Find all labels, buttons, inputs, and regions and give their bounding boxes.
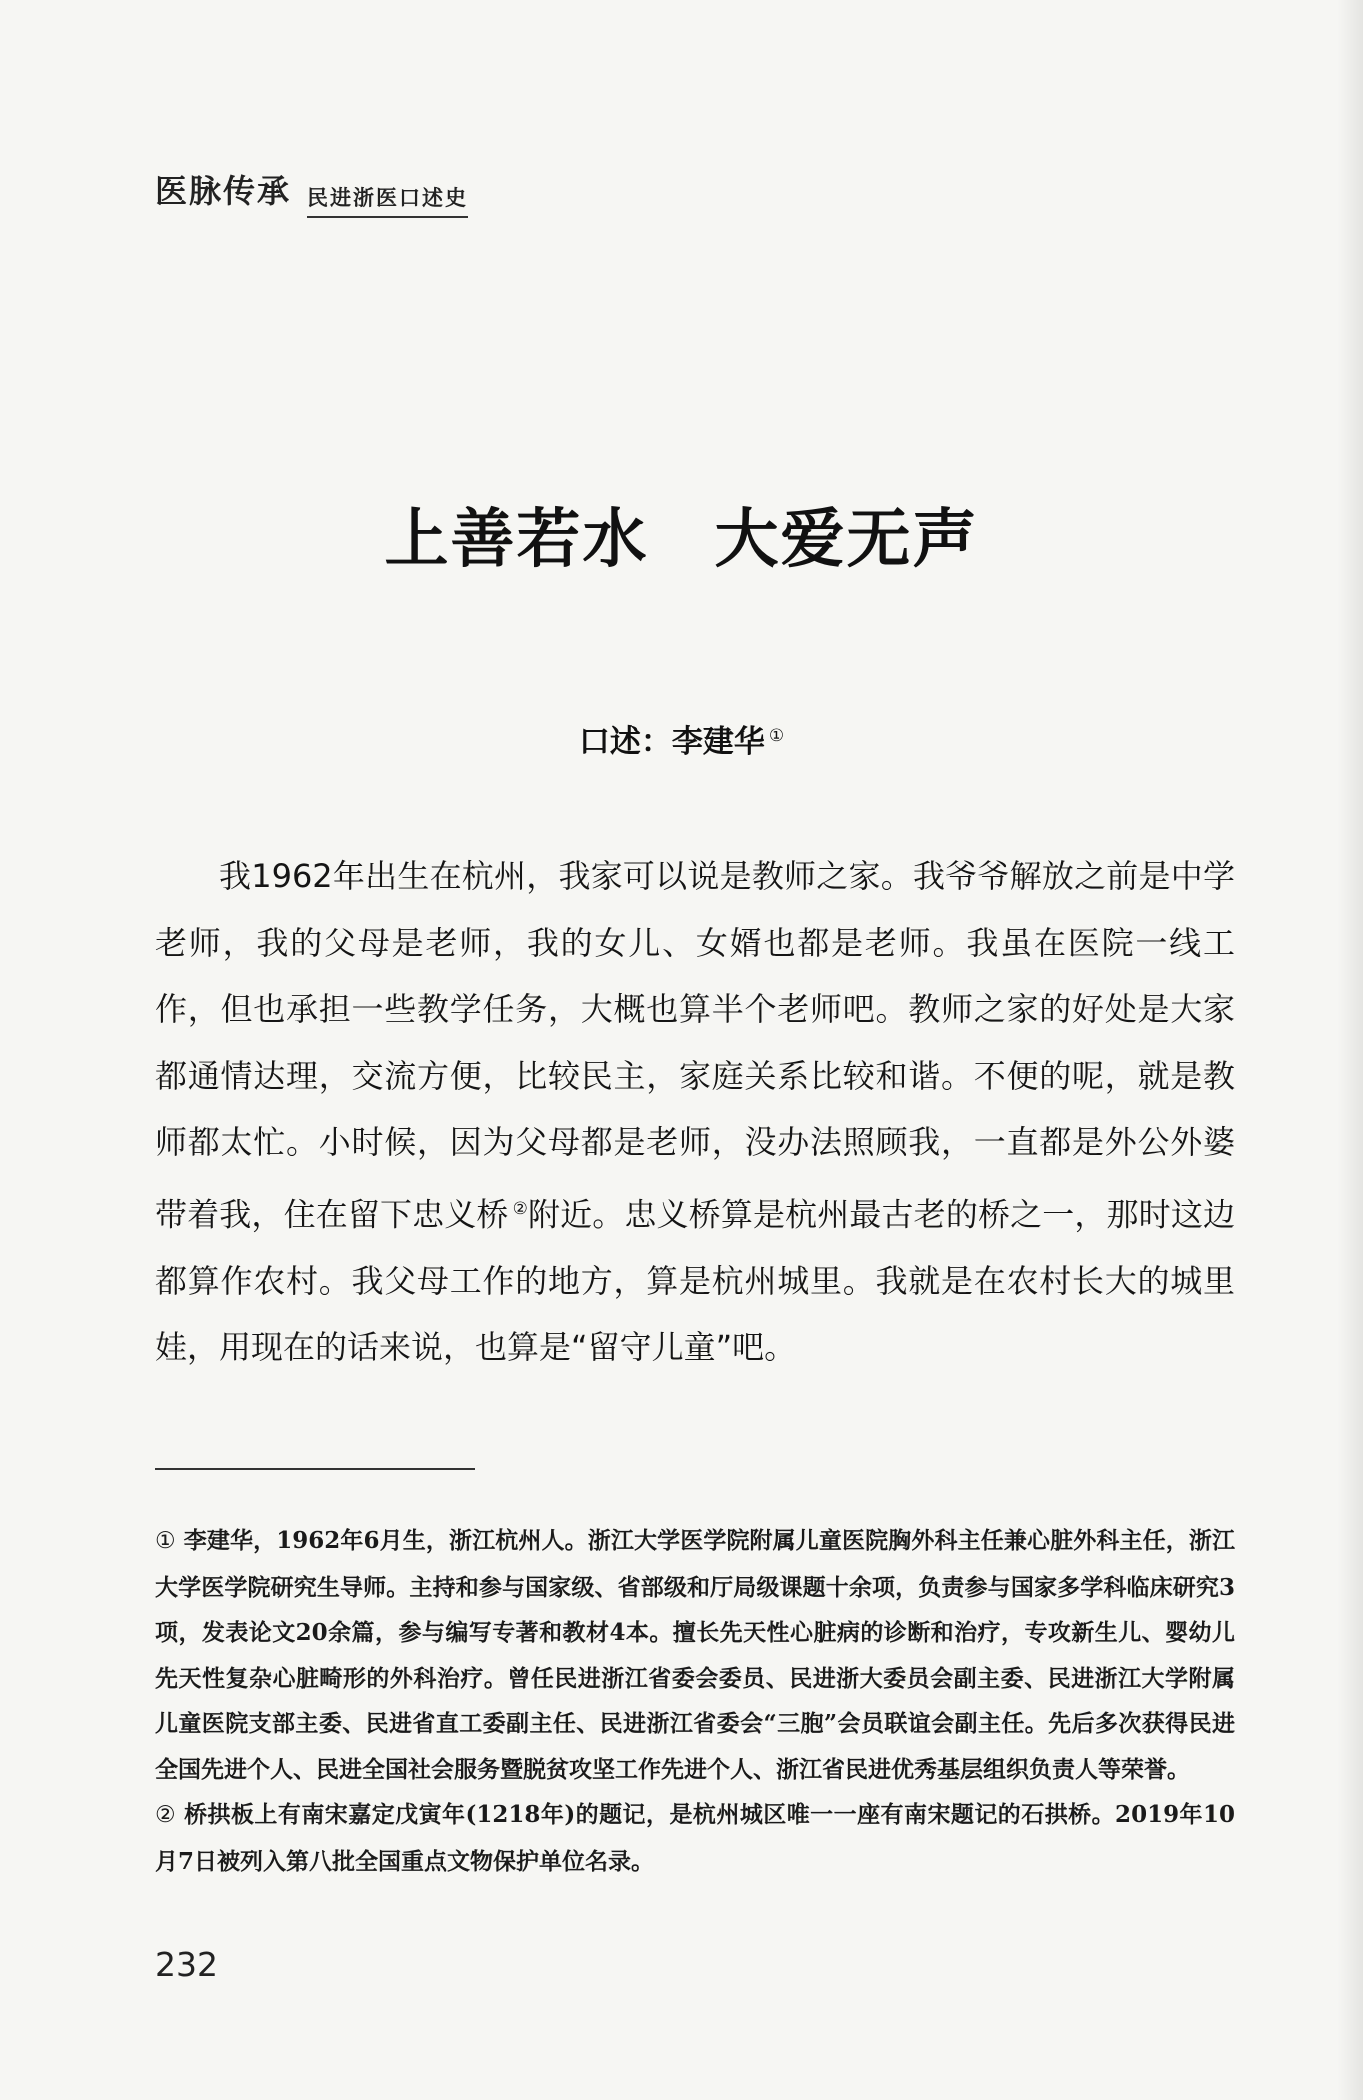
footnote-1-text: 李建华，1962年6月生，浙江杭州人。浙江大学医学院附属儿童医院胸外科主任兼心脏外科主任，浙江大学医学院研究生导师。主持和参与国家级、省部级和厅局级课题十余项，负责参与国家多学科临床研究3项，发表论文20余篇，参与编写专著和教材4本。擅长先天性心脏病的诊断和治疗，专攻新生儿、婴幼儿先天性复杂心脏畸形的外科治疗。曾任民进浙江省委会委员、民进浙大委员会副主委、民进浙江大学附属儿童医院支部主委、民进省直工委副主任、民进浙江省委会“三胞”会员联谊会副主任。先后多次获得民进全国先进个人、民进全国社会服务暨脱贫攻坚工作先进个人、浙江省民进优秀基层组织负责人等荣誉。 xyxy=(155,1527,1235,1783)
footnote-separator xyxy=(155,1468,475,1470)
page-number: 232 xyxy=(155,1945,218,1984)
body-paragraph xyxy=(155,843,1235,1381)
footnote-2-mark: ② xyxy=(155,1802,177,1828)
author-footnote-ref: ① xyxy=(768,725,785,746)
body-text-part-2: 附近。忠义桥算是杭州最古老的桥之一，那时这边都算作农村。我父母工作的地方，算是杭州城里。我就是在农村长大的城里娃，用现在的话来说，也算是“留守儿童”吧。 xyxy=(155,1195,1235,1367)
footnotes xyxy=(155,1518,1235,1884)
footnote-2 xyxy=(155,1792,1235,1884)
footnote-1 xyxy=(155,1518,1235,1792)
series-subtitle: 民进浙医口述史 xyxy=(307,182,468,218)
article-title: 上善若水 大爱无声 xyxy=(384,502,979,577)
footnote-1-mark: ① xyxy=(155,1528,176,1554)
running-header xyxy=(155,166,468,212)
body-footnote-ref: ② xyxy=(512,1198,528,1219)
body-text-part-1: 我1962年出生在杭州，我家可以说是教师之家。我爷爷解放之前是中学老师，我的父母是老师，我的女儿、女婿也都是老师。我虽在医院一线工作，但也承担一些教学任务，大概也算半个老师吧。教师之家的好处是大家都通情达理，交流方便，比较民主，家庭关系比较和谐。不便的呢，就是教师都太忙。小时候，因为父母都是老师，没办法照顾我，一直都是外公外婆带着我，住在留下忠义桥 xyxy=(155,857,1235,1234)
author-line xyxy=(0,716,1363,761)
author-label: 口述：李建华 xyxy=(578,724,765,760)
series-title: 医脉传承 xyxy=(155,172,292,210)
page-edge-shadow xyxy=(1337,0,1363,2100)
footnote-2-text: 桥拱板上有南宋嘉定戊寅年(1218年)的题记，是杭州城区唯一一座有南宋题记的石拱桥。2019年10月7日被列入第八批全国重点文物保护单位名录。 xyxy=(155,1801,1235,1875)
